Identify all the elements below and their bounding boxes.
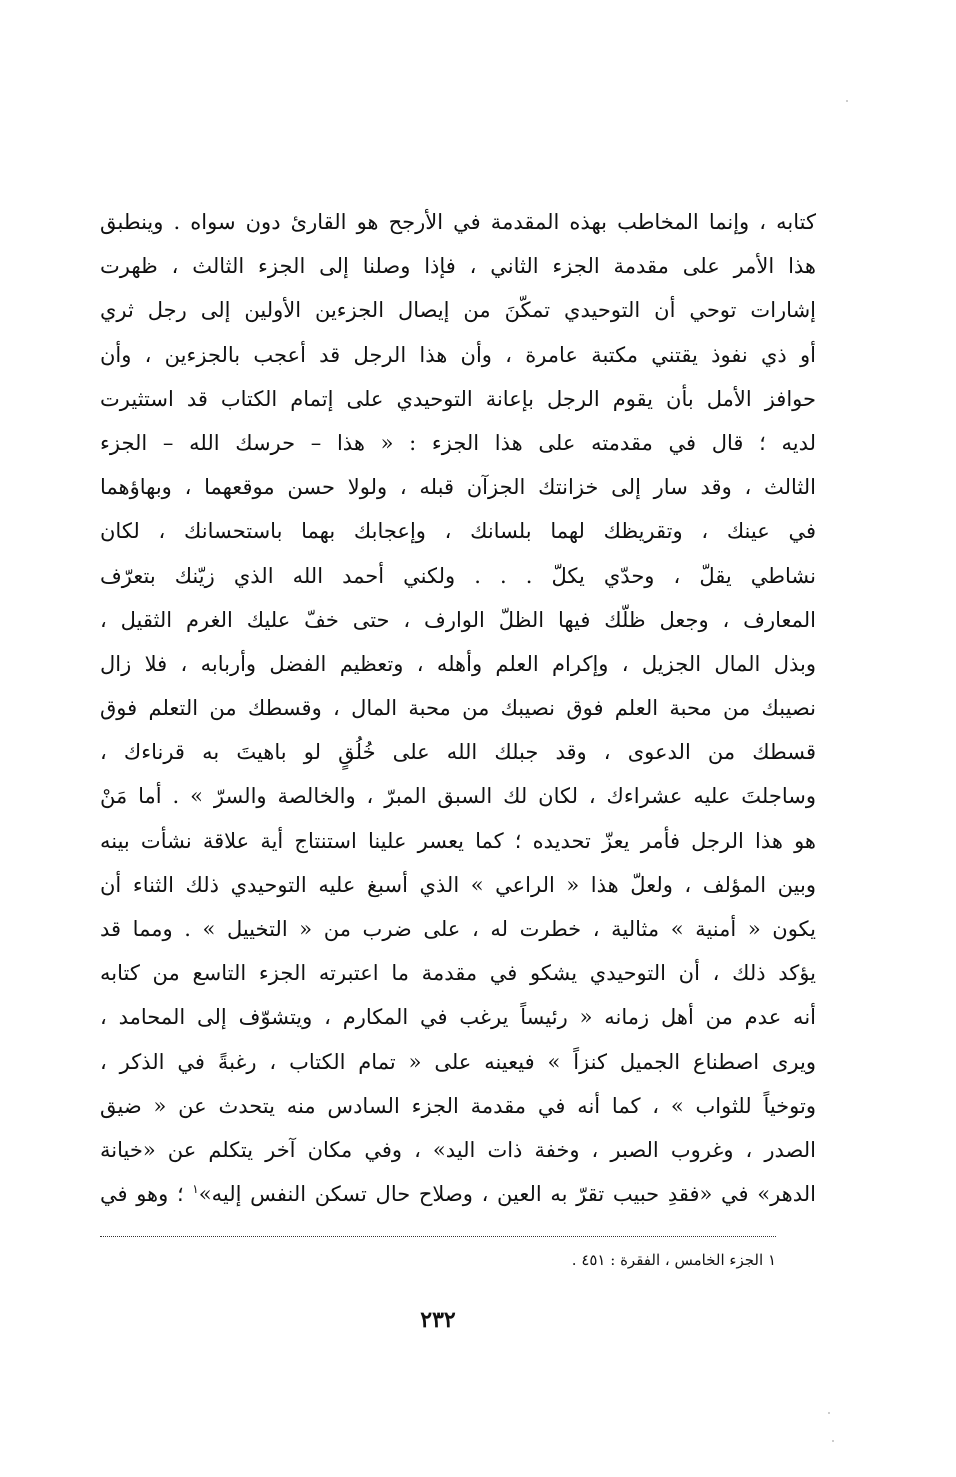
text-line: لديه ؛ قال في مقدمته على هذا الجزء : « هذا – حرسك الله – الجزء <box>100 430 816 455</box>
text-line: الصدر ، وغروب الصبر ، وخفة ذات اليد» ، وفي مكان آخر يتكلم عن «خيانة <box>100 1137 816 1162</box>
footnote: ١ الجزء الخامس ، الفقرة : ٤٥١ . <box>571 1251 776 1269</box>
scan-speck <box>832 1440 834 1442</box>
footnote-divider <box>100 1236 776 1237</box>
text-line: قسطك من الدعوى ، وقد جبلك الله على خُلُقٍ لو باهيتَ به قرناءك ، <box>100 740 816 765</box>
text-line-last-tail: ؛ وهو في <box>100 1182 193 1207</box>
page-number: ٢٣٢ <box>420 1307 456 1333</box>
text-line: هذا الأمر على مقدمة الجزء الثاني ، فإذا وصلنا إلى الجزء الثالث ، ظهرت <box>100 254 816 279</box>
text-line-last <box>100 1172 816 1216</box>
text-line-last-body: الدهر» في «فقدِ حبيب تقرّ به العين ، وصلاح حال تسكن النفس إليه» <box>198 1182 816 1207</box>
text-line: نشاطي يقلّ ، وحدّي يكلّ . . . ولكني أحمد الله الذي زيّنك بتعرّف <box>100 563 816 588</box>
text-line: إشارات توحي أن التوحيدي تمكّنَ من إيصال الجزءين الأولين إلى رجل ثري <box>100 298 816 323</box>
footnote-marker: ١ <box>192 1182 199 1197</box>
text-line: الثالث ، وقد سار إلى خزانتك الجزآن قبله ، ولولا حسن موقعهما ، وبهاؤهما <box>100 475 816 500</box>
scan-speck <box>828 1412 830 1414</box>
text-line: يكون « أمنية » مثالية ، خطرت له ، على ضرب من « التخييل » . ومما قد <box>100 917 816 941</box>
main-text-block <box>100 200 816 1216</box>
text-line: في عينك ، وتقريظك لهما بلسانك ، وإعجابك بهما باستحسانك ، لكان <box>100 519 816 544</box>
text-line: وبين المؤلف ، ولعلّ هذا « الراعي » الذي أسبغ عليه التوحيدي ذلك الثناء أن <box>100 872 816 897</box>
text-line: كتابه ، وإنما المخاطب بهذه المقدمة في الأرجح هو القارئ دون سواه . وينطبق <box>100 210 816 234</box>
text-line: وساجلتَ عليه عشراءك ، لكان لك السبق المبرّ ، والخالصة والسرّ » . أما مَنْ <box>100 784 816 809</box>
text-line: وبذل المال الجزيل ، وإكرام العلم وأهله ، وتعظيم الفضل وأربابه ، فلا زال <box>100 651 816 676</box>
text-line: أو ذي نفوذ يقتني مكتبة عامرة ، وأن هذا الرجل قد أعجب بالجزءين ، وأن <box>100 342 816 367</box>
text-line: يؤكد ذلك ، أن التوحيدي يشكو في مقدمة ما اعتبرته الجزء التاسع من كتابه <box>100 961 816 986</box>
text-line: المعارف ، وجعل ظلّك فيها الظلّ الوارف ، حتى خفّ عليك الغرم الثقيل ، <box>100 607 816 632</box>
text-line: نصيبك من محبة العلم فوق نصيبك من محبة المال ، وقسطك من التعلم فوق <box>100 696 816 721</box>
text-line: ويرى اصطناع الجميل كنزاً » فيعينه على « تمام الكتاب ، رغبةً في الذكر ، <box>100 1049 816 1074</box>
text-line: هو هذا الرجل فأمر يعزّ تحديده ؛ كما يعسر علينا استنتاج أية علاقة نشأت بينه <box>100 828 816 853</box>
text-line: أنه عدم من أهل زمانه « رئيساً يرغب في المكارم ، ويتشوّف إلى المحامد ، <box>100 1005 816 1030</box>
text-line: حوافز الأمل بأن يقوم الرجل بإعانة التوحيدي على إتمام الكتاب قد استثيرت <box>100 386 816 411</box>
scan-speck <box>846 100 848 102</box>
text-line: وتوخياً للثواب » ، كما أنه في مقدمة الجزء السادس منه يتحدث عن « ضيق <box>100 1093 816 1118</box>
